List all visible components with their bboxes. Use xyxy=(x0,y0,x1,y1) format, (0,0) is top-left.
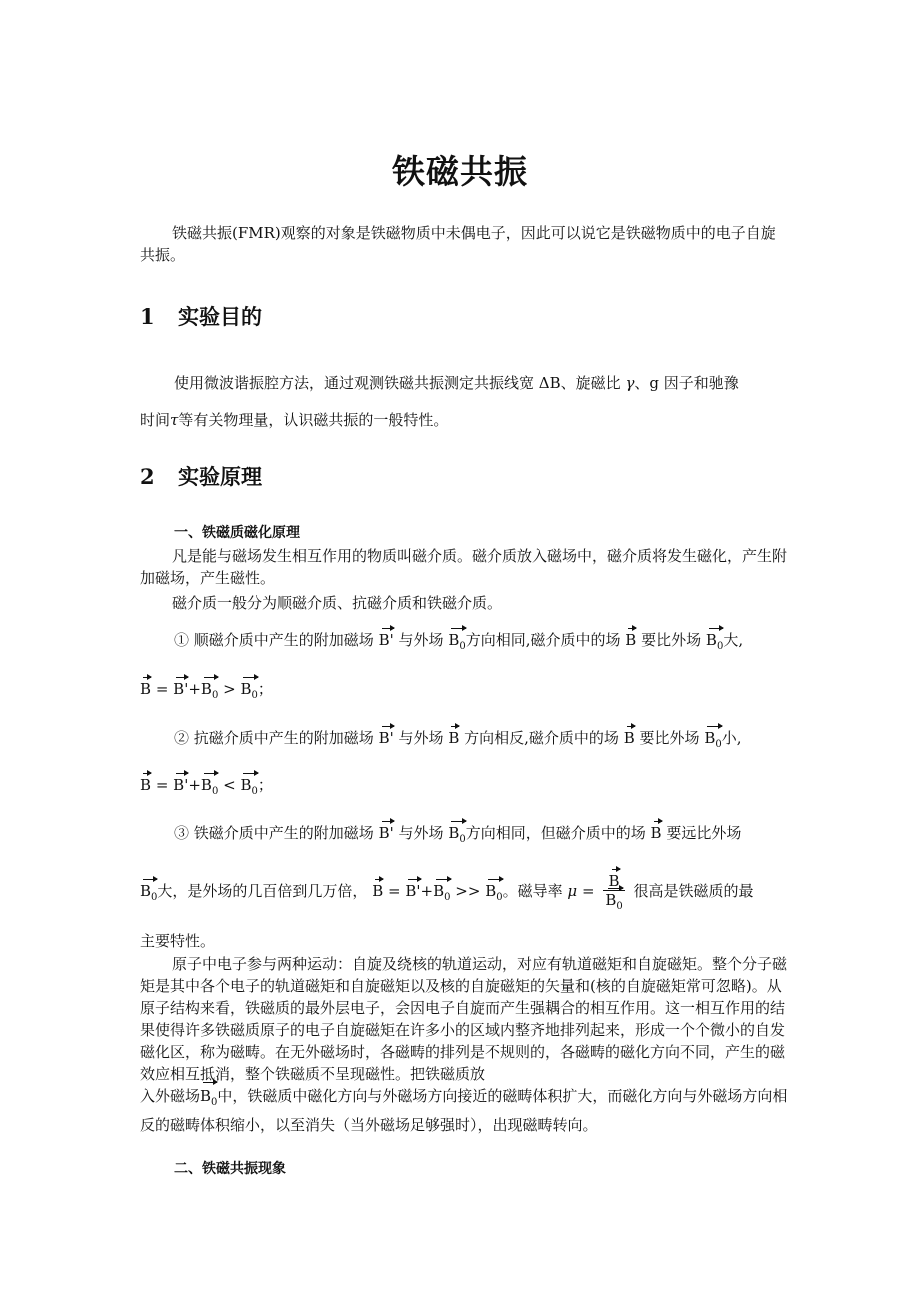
item-marker: ② xyxy=(174,729,190,747)
b0-vector xyxy=(240,680,257,701)
b-prime-vector: B' xyxy=(378,824,394,842)
relation-sign: > xyxy=(223,680,236,698)
text: 、旋磁比 xyxy=(560,374,621,392)
text: 时间 xyxy=(140,411,171,429)
b-vector: B xyxy=(448,729,460,747)
b-prime-vector: B' xyxy=(405,882,421,900)
b-symbol: B xyxy=(605,891,617,909)
equation-2 xyxy=(140,774,273,797)
b-symbol: B xyxy=(433,882,445,900)
b0-vector xyxy=(448,631,465,652)
paragraph-magnetic-domains: 原子中电子参与两种运动：自旋及绕核的轨道运动，对应有轨道磁矩和自旋磁矩。整个分子磁矩是其中各个电子的轨道磁矩和自旋磁矩以及核的自旋磁矩的矢量和(核的自旋磁矩常可忽略)。从原子结构来看，铁磁质的最外层电子，会因电子自旋而产生强耦合的相互作用。这一相互作用的结果使得许多铁磁质原子的电子自旋磁矩在许多小的区域内整齐地排列起来，形成一个个微小的自发磁化区，称为磁畴。在无外磁场时，各磁畴的排列是不规则的，各磁畴的磁化方向不同，产生的磁效应相互抵消，整个铁磁质不呈现磁性。把铁磁质放 xyxy=(140,955,788,1083)
b-vector: B xyxy=(623,729,635,747)
b0-vector xyxy=(704,729,721,750)
equals-sign: = xyxy=(155,776,169,794)
subscript: 0 xyxy=(715,739,722,750)
b-prime-vector: B' xyxy=(173,680,189,698)
text: 铁磁介质中产生的附加磁场 xyxy=(193,824,374,842)
b-vector: B xyxy=(372,882,384,900)
text: 方向相同，但磁介质中的场 xyxy=(465,824,646,842)
b-prime-vector: B' xyxy=(378,729,394,747)
text: 要比外场 xyxy=(641,631,702,649)
b0-vector xyxy=(140,882,157,903)
b-symbol: B xyxy=(140,882,152,900)
b-vector: B xyxy=(608,872,620,890)
b-symbol: B xyxy=(485,882,497,900)
tau-symbol: τ xyxy=(170,411,179,429)
item-paramagnetic xyxy=(174,629,743,652)
text: 与外场 xyxy=(398,631,444,649)
subscript: 0 xyxy=(444,892,451,903)
subscript: 0 xyxy=(211,690,219,701)
item-ferromagnetic xyxy=(174,822,741,845)
mu-symbol: μ xyxy=(567,882,578,900)
section-number: 1 xyxy=(140,304,155,329)
subscript: 0 xyxy=(459,641,466,652)
text: 顺磁介质中产生的附加磁场 xyxy=(193,631,374,649)
b-vector: B xyxy=(140,680,152,698)
subscript: 0 xyxy=(459,834,466,845)
objective-line-2 xyxy=(140,409,448,430)
text: 大, xyxy=(723,631,744,649)
plus-sign: + xyxy=(420,882,434,900)
text: 大，是外场的几百倍到几万倍， xyxy=(157,882,368,900)
subscript: 0 xyxy=(716,641,724,652)
b-symbol: B xyxy=(705,631,717,649)
plus-sign: + xyxy=(188,680,201,698)
subsection-heading-2: 二、铁磁共振现象 xyxy=(174,1161,286,1177)
subscript: 0 xyxy=(211,1097,218,1108)
b-symbol: B xyxy=(448,631,460,649)
section-title: 实验目的 xyxy=(178,304,262,329)
text: 小, xyxy=(721,729,742,747)
b-vector: B xyxy=(650,824,662,842)
item-marker: ① xyxy=(174,631,190,649)
b0-vector xyxy=(605,891,622,912)
relation-sign: >> xyxy=(455,882,481,900)
b0-vector xyxy=(240,776,257,797)
text: 很高是铁磁质的最 xyxy=(633,882,754,900)
b-vector: B xyxy=(625,631,637,649)
subscript: 0 xyxy=(151,892,158,903)
text: 使用微波谐振腔方法，通过观测铁磁共振测定共振线宽 xyxy=(174,374,535,392)
subscript: 0 xyxy=(496,892,503,903)
equals-sign: = xyxy=(388,882,401,900)
subscript: 0 xyxy=(616,901,623,912)
subscript: 0 xyxy=(211,786,219,797)
gamma-symbol: γ xyxy=(625,374,635,392)
b-symbol: B xyxy=(240,776,252,794)
item-marker: ③ xyxy=(174,824,190,842)
b-symbol: B xyxy=(240,680,252,698)
item-diamagnetic xyxy=(174,727,742,750)
subsection-heading-1: 一、铁磁质磁化原理 xyxy=(174,525,300,541)
plus-sign: + xyxy=(188,776,201,794)
item-ferromagnetic-line-2 xyxy=(140,872,754,912)
text: 、g 因子和驰豫 xyxy=(634,374,739,392)
equals-sign: = xyxy=(581,882,595,900)
paragraph-medium-types: 磁介质一般分为顺磁介质、抗磁介质和铁磁介质。 xyxy=(172,594,503,612)
text: 方向相反,磁介质中的场 xyxy=(464,729,619,747)
paragraph-magnetic-medium: 凡是能与磁场发生相互作用的物质叫磁介质。磁介质放入磁场中，磁介质将发生磁化，产生附加磁场，产生磁性。 xyxy=(140,547,788,587)
delta-b-symbol: ΔB xyxy=(538,374,561,392)
subscript: 0 xyxy=(251,786,258,797)
b-symbol: B xyxy=(704,729,716,747)
section-2-heading xyxy=(140,461,262,491)
text: ； xyxy=(257,776,273,794)
b-prime-vector: B' xyxy=(378,631,394,649)
text: ； xyxy=(257,680,273,698)
text: 抗磁介质中产生的附加磁场 xyxy=(193,729,374,747)
b0-vector xyxy=(433,882,450,903)
b0-vector xyxy=(448,824,465,845)
text: 要比外场 xyxy=(639,729,700,747)
equation-1 xyxy=(140,678,273,701)
b-symbol: B xyxy=(200,680,212,698)
b0-vector xyxy=(485,882,502,903)
text: 与外场 xyxy=(398,824,444,842)
b-symbol: B xyxy=(448,824,460,842)
intro-paragraph: 铁磁共振(FMR)观察的对象是铁磁物质中未偶电子，因此可以说它是铁磁物质中的电子自旋共振。 xyxy=(140,224,776,264)
text: 等有关物理量，认识磁共振的一般特性。 xyxy=(178,411,449,429)
section-title: 实验原理 xyxy=(178,464,262,489)
b0-vector xyxy=(201,680,218,701)
item-ferromagnetic-line-3: 主要特性。 xyxy=(140,932,216,950)
text: 入外磁场 xyxy=(140,1087,201,1105)
b0-vector xyxy=(706,631,723,652)
objective-line-1 xyxy=(174,372,739,393)
section-number: 2 xyxy=(140,464,155,489)
b-vector: B xyxy=(140,776,152,794)
permeability-fraction xyxy=(603,872,624,912)
equals-sign: = xyxy=(155,680,169,698)
b0-vector xyxy=(201,776,218,797)
page-title: 铁磁共振 xyxy=(392,152,528,191)
b-symbol: B xyxy=(200,776,212,794)
section-1-heading xyxy=(140,301,262,331)
b-symbol: B xyxy=(200,1087,212,1105)
b0-vector xyxy=(200,1085,217,1114)
paragraph-domain-rotation xyxy=(140,1085,788,1136)
text: 要远比外场 xyxy=(666,824,742,842)
text: 方向相同,磁介质中的场 xyxy=(465,631,621,649)
subscript: 0 xyxy=(251,690,258,701)
b-prime-vector: B' xyxy=(173,776,189,794)
text: 。磁导率 xyxy=(502,882,563,900)
text: 与外场 xyxy=(398,729,444,747)
text: 中，铁磁质中磁化方向与外磁场方向接近的磁畴体积扩大，而磁化方向与外磁场方向相反的磁畴体积缩小，以至消失（当外磁场足够强时），出现磁畴转向。 xyxy=(140,1087,788,1134)
relation-sign: < xyxy=(223,776,236,794)
fraction-denominator xyxy=(603,891,624,912)
